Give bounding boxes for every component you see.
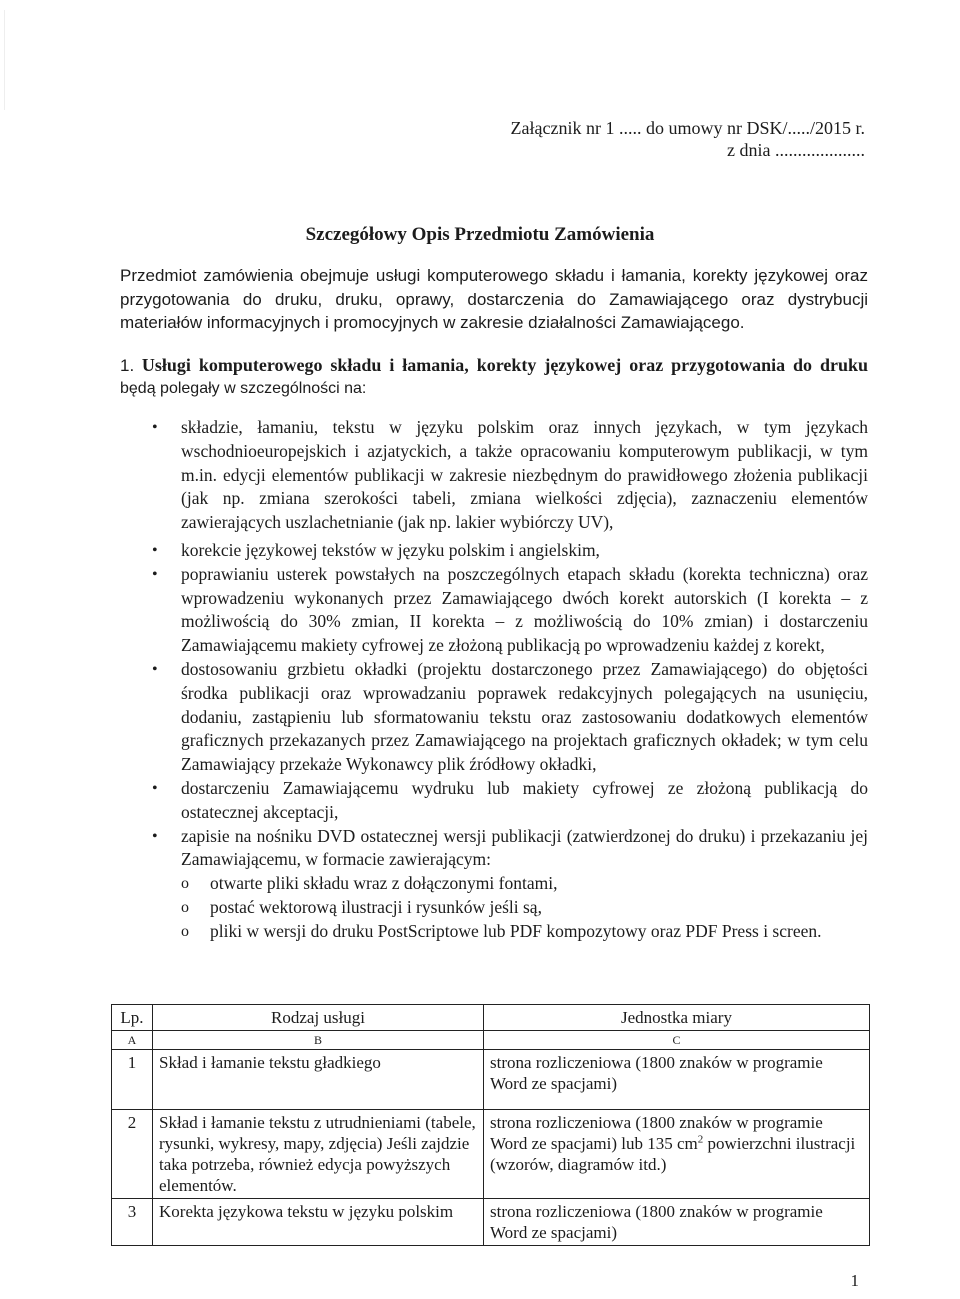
scan-edge-mark — [4, 10, 11, 110]
letter-c: C — [484, 1031, 870, 1050]
cell-service: Skład i łamanie tekstu z utrudnieniami (tabele, rysunki, wykresy, mapy, zdjęcia) Jeśli zajdzie taka potrzeba, również edycja powyższych elementów. — [153, 1110, 484, 1199]
dvd-format-sublist — [181, 872, 841, 943]
letter-a: A — [112, 1031, 153, 1050]
cell-unit: strona rozliczeniowa (1800 znaków w programie Word ze spacjami) — [484, 1050, 870, 1110]
cell-lp: 2 — [112, 1110, 153, 1199]
list-item: • składzie, łamaniu, tekstu w języku polskim oraz innych językach, w tym językach wschodnioeuropejskich i azjatyckich, a także opracowaniu komputerowym publikacji, w tym m.in. edycji elementów publikacji w zakresie niezbędnym do prawidłowego złożenia publikacji (jak np. zmiana szerokości tabeli, zmiana wielkości zdjęcia), zaznaczeniu elementów zawierających uszlachetnianie (jak np. lakier wybiórczy UV), — [150, 416, 868, 535]
intro-paragraph: Przedmiot zamówienia obejmuje usługi komputerowego składu i łamania, korekty językowej oraz przygotowania do druku, druku, oprawy, dostarczenia do Zamawiającego oraz dystrybucji materiałów informacyjnych i promocyjnych w zakresie działalności Zamawiającego. — [120, 266, 868, 332]
document-title: Szczegółowy Opis Przedmiotu Zamówienia — [305, 224, 655, 245]
list-item: • korekcie językowej tekstów w języku polskim i angielskim, — [150, 539, 868, 563]
letter-b: B — [153, 1031, 484, 1050]
list-item: • dostarczeniu Zamawiającemu wydruku lub makiety cyfrowej ze złożoną publikacją do ostatecznej akceptacji, — [150, 777, 868, 825]
cell-unit: strona rozliczeniowa (1800 znaków w programie Word ze spacjami) — [484, 1199, 870, 1246]
header-service: Rodzaj usługi — [153, 1005, 484, 1031]
sub-list-item: o pliki w wersji do druku PostScriptowe lub PDF kompozytowy oraz PDF Press i screen. — [181, 920, 841, 944]
table-letter-row — [112, 1031, 870, 1050]
section-heading-continuation: będą polegały w szczególności na: — [120, 380, 367, 397]
sub-list-item: o postać wektorową ilustracji i rysunków jeśli są, — [181, 896, 841, 920]
list-item: • poprawianiu usterek powstałych na poszczególnych etapach składu (korekta techniczna) oraz wprowadzeniu wykonanych przez Zamawiającego dwóch korekt autorskich (I korekta – z możliwością do 30% zmian, II korekta – z możliwością do 10% zmian) i dostarczeniu Zamawiającemu makiety cyfrowej ze złożoną publikacją po wprowadzeniu każdej z korekt, — [150, 563, 868, 658]
annex-date: z dnia .................... — [727, 140, 865, 160]
cell-service: Skład i łamanie tekstu gładkiego — [153, 1050, 484, 1110]
table-row — [112, 1050, 870, 1110]
cell-lp: 3 — [112, 1199, 153, 1246]
unit-superscript: 2 — [697, 1133, 704, 1146]
services-table — [111, 1004, 870, 1246]
cell-lp: 1 — [112, 1050, 153, 1110]
unit-text: strona rozliczeniowa (1800 znaków w programie Word ze spacjami) lub 135 cm — [490, 1113, 823, 1153]
table-header-row — [112, 1005, 870, 1031]
annex-reference: Załącznik nr 1 ..... do umowy nr DSK/...../2015 r. — [510, 118, 865, 138]
cell-unit — [484, 1110, 870, 1199]
section-heading-text: Usługi komputerowego składu i łamania, korekty językowej oraz przygotowania do druku — [141, 355, 869, 375]
section-number: 1. — [120, 356, 135, 375]
page-number: 1 — [850, 1271, 859, 1290]
list-item-text: zapisie na nośniku DVD ostatecznej wersji publikacji (zatwierdzonej do druku) i przekazaniu jej Zamawiającemu, w formacie zawierającym: — [181, 825, 868, 870]
cell-service: Korekta językowa tekstu w języku polskim — [153, 1199, 484, 1246]
section-1-heading — [120, 354, 868, 400]
table-row — [112, 1199, 870, 1246]
header-lp: Lp. — [112, 1005, 153, 1031]
list-item: • dostosowaniu grzbietu okładki (projektu dostarczonego przez Zamawiającego) do objętości środka publikacji oraz wprowadzaniu poprawek redakcyjnych polegających na usunięciu, dodaniu, zastąpieniu lub sformatowaniu tekstu oraz zastosowaniu dodatkowych elementów graficznych przekazanych przez Zamawiającego na projektach graficznych okładek; w tym celu Zamawiający przekaże Wykonawcy plik źródłowy okładki, — [150, 658, 868, 777]
list-item — [150, 825, 868, 944]
sub-list-item: o otwarte pliki składu wraz z dołączonymi fontami, — [181, 872, 841, 896]
service-scope-list — [150, 416, 868, 944]
table-row — [112, 1110, 870, 1199]
unit-text-continued: powierzchni ilustracji (wzorów, diagramów itd.) — [490, 1134, 856, 1174]
header-unit: Jednostka miary — [484, 1005, 870, 1031]
